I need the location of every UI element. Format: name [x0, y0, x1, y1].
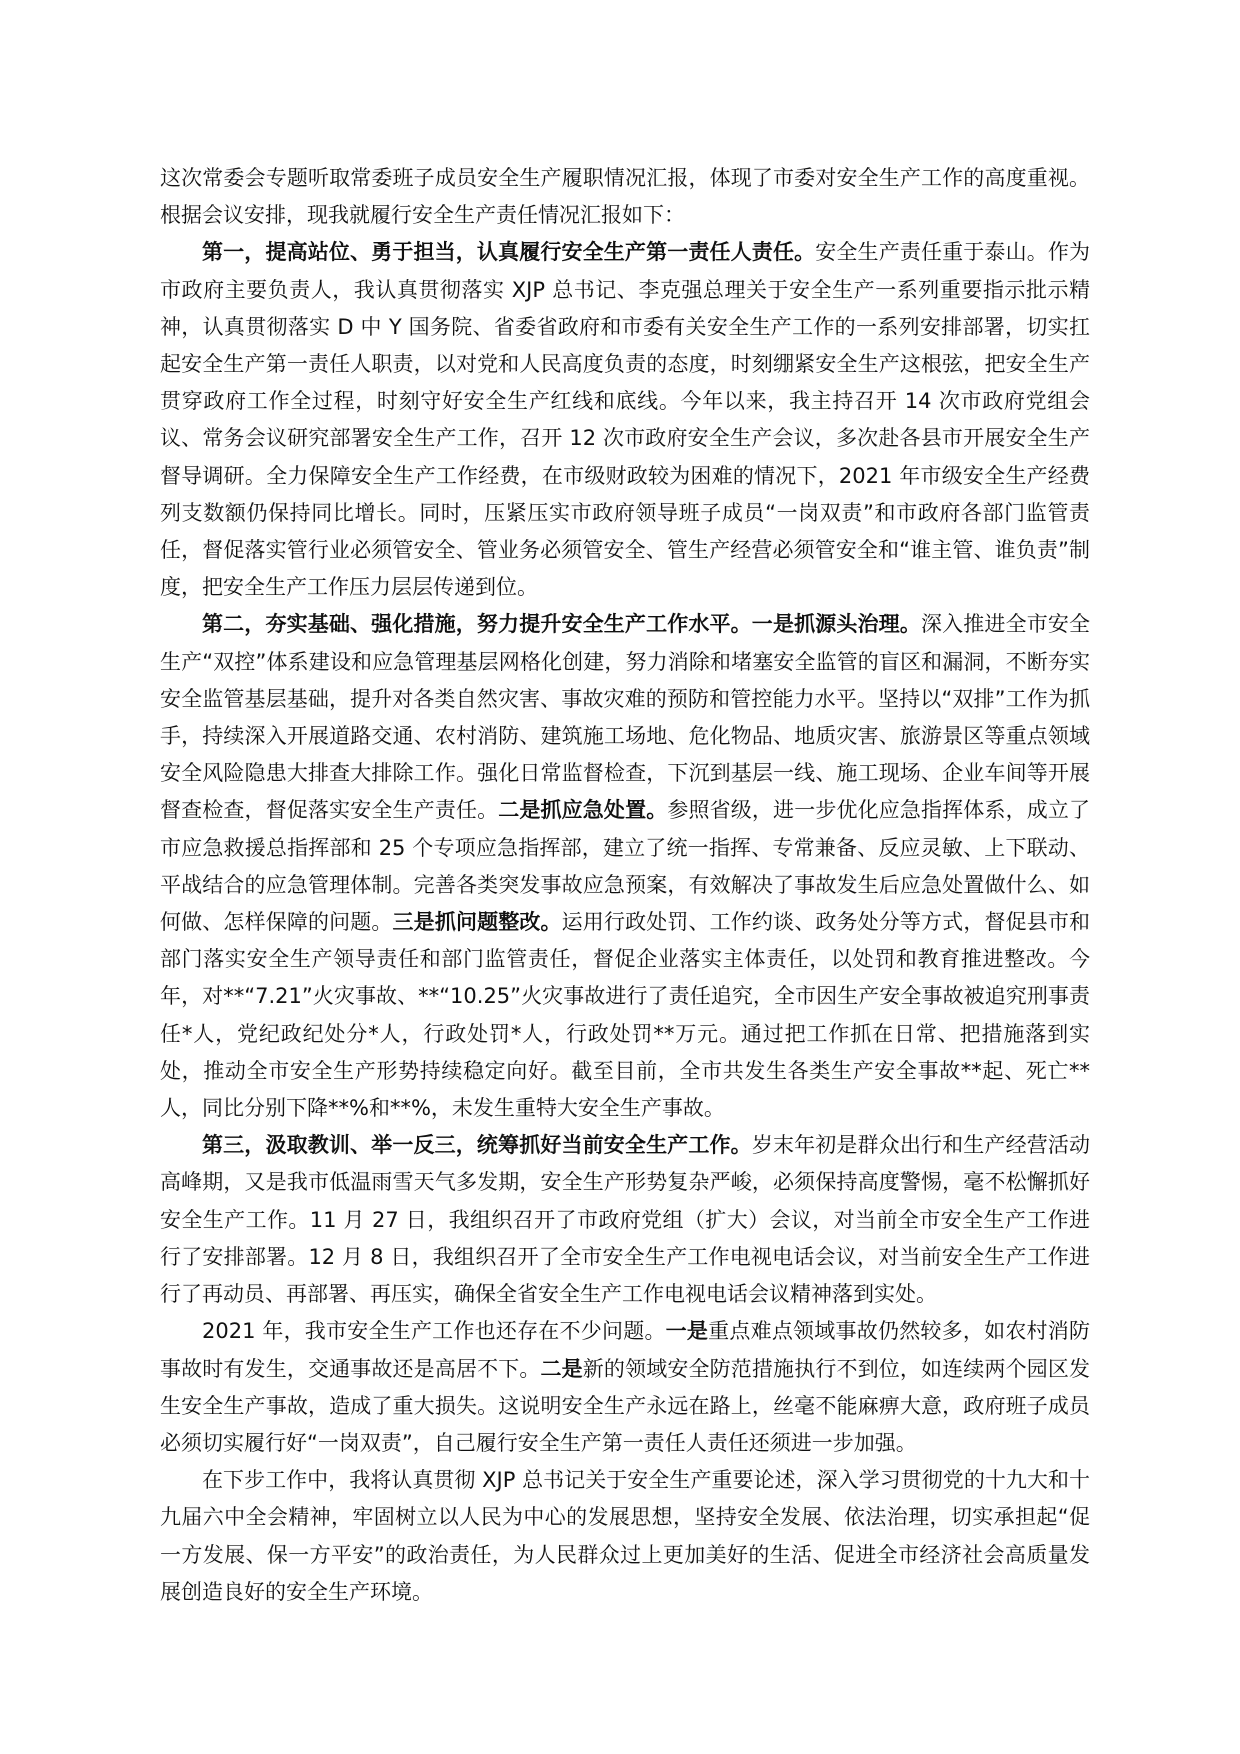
text-run: 参照省级，进一步优化应急指挥体系，成立了市应急救援总指挥部和 25 个专项应急指挥部，建立了统一指挥、专常兼备、反应灵敏、上下联动、平战结合的应急管理体制。完善各类突发事故应急预案，有效解决了事故发生后应急处置做什么、如何做、怎样保障的问题。 — [160, 798, 1091, 935]
bold-heading: 一是 — [665, 1319, 709, 1344]
bold-heading: 第三，汲取教训、举一反三，统筹抓好当前安全生产工作。 — [202, 1133, 752, 1158]
bold-heading: 三是抓问题整改。 — [392, 910, 562, 935]
paragraph-second-point — [160, 606, 1090, 1127]
paragraph-next-steps — [160, 1462, 1090, 1611]
text-run: 2021 年，我市安全生产工作也还存在不少问题。 — [202, 1319, 666, 1344]
bold-heading: 二是 — [540, 1356, 583, 1381]
bold-heading: 第二，夯实基础、强化措施，努力提升安全生产工作水平。一是抓源头治理。 — [202, 612, 921, 637]
text-run: 在下步工作中，我将认真贯彻 XJP 总书记关于安全生产重要论述，深入学习贯彻党的十九大和十九届六中全会精神，牢固树立以人民为中心的发展思想，坚持安全发展、依法治理，切实承担起“促一方发展、保一方平安”的政治责任，为人民群众过上更加美好的生活、促进全市经济社会高质量发展创造良好的安全生产环境。 — [160, 1468, 1090, 1604]
text-run: 安全生产责任重于泰山。作为市政府主要负责人，我认真贯彻落实 XJP 总书记、李克强总理关于安全生产一系列重要指示批示精神，认真贯彻落实 D 中 Y 国务院、省委省政府和市委有关安全生产工作的一系列安排部署，切实扛起安全生产第一责任人职责，以对党和人民高度负责的态度，时刻绷紧安全生产这根弦，把安全生产贯穿政府工作全过程，时刻守好安全生产红线和底线。今年以来，我主持召开 14 次市政府党组会议、常务会议研究部署安全生产工作，召开 12 次市政府安全生产会议，多次赴各县市开展安全生产督导调研。全力保障安全生产工作经费，在市级财政较为困难的情况下，2021 年市级安全生产经费列支数额仍保持同比增长。同时，压紧压实市政府领导班子成员“一岗双责”和市政府各部门监管责任，督促落实管行业必须管安全、管业务必须管安全、管生产经营必须管安全和“谁主管、谁负责”制度，把安全生产工作压力层层传递到位。 — [160, 240, 1091, 600]
text-run: 岁末年初是群众出行和生产经营活动高峰期，又是我市低温雨雪天气多发期，安全生产形势复杂严峻，必须保持高度警惕，毫不松懈抓好安全生产工作。11 月 27 日，我组织召开了市政府党组（扩大）会议，对当前全市安全生产工作进行了安排部署。12 月 8 日，我组织召开了全市安全生产工作电视电话会议，对当前安全生产工作进行了再动员、再部署、再压实，确保全省安全生产工作电视电话会议精神落到实处。 — [160, 1133, 1091, 1307]
bold-heading: 第一，提高站位、勇于担当，认真履行安全生产第一责任人责任。 — [202, 240, 816, 265]
paragraph-intro — [160, 160, 1090, 234]
document-page — [160, 160, 1090, 1611]
text-run: 重点难点领域事故仍然较多，如农村消防事故时有发生，交通事故还是高居不下。 — [160, 1319, 1091, 1381]
bold-heading: 二是抓应急处置。 — [498, 798, 668, 823]
text-run: 深入推进全市安全生产“双控”体系建设和应急管理基层网格化创建，努力消除和堵塞安全监管的盲区和漏洞，不断夯实安全监管基层基础，提升对各类自然灾害、事故灾难的预防和管控能力水平。坚持以“双排”工作为抓手，持续深入开展道路交通、农村消防、建筑施工场地、危化物品、地质灾害、旅游景区等重点领域安全风险隐患大排查大排除工作。强化日常监督检查，下沉到基层一线、施工现场、企业车间等开展督查检查，督促落实安全生产责任。 — [160, 612, 1091, 823]
paragraph-problems — [160, 1313, 1090, 1462]
text-run: 运用行政处罚、工作约谈、政务处分等方式，督促县市和部门落实安全生产领导责任和部门监管责任，督促企业落实主体责任，以处罚和教育推进整改。今年，对**“7.21”火灾事故、**“10.25”火灾事故进行了责任追究，全市因生产安全事故被追究刑事责任*人，党纪政纪处分*人，行政处罚*人，行政处罚**万元。通过把工作抓在日常、把措施落到实处，推动全市安全生产形势持续稳定向好。截至目前，全市共发生各类生产安全事故**起、死亡**人，同比分别下降**%和**%，未发生重特大安全生产事故。 — [160, 910, 1091, 1121]
text-run: 新的领域安全防范措施执行不到位，如连续两个园区发生安全生产事故，造成了重大损失。这说明安全生产永远在路上，丝毫不能麻痹大意，政府班子成员必须切实履行好“一岗双责”，自己履行安全生产第一责任人责任还须进一步加强。 — [160, 1356, 1091, 1455]
text-run: 这次常委会专题听取常委班子成员安全生产履职情况汇报，体现了市委对安全生产工作的高度重视。根据会议安排，现我就履行安全生产责任情况汇报如下： — [160, 166, 1090, 228]
paragraph-third-point — [160, 1127, 1090, 1313]
paragraph-first-point — [160, 234, 1090, 606]
